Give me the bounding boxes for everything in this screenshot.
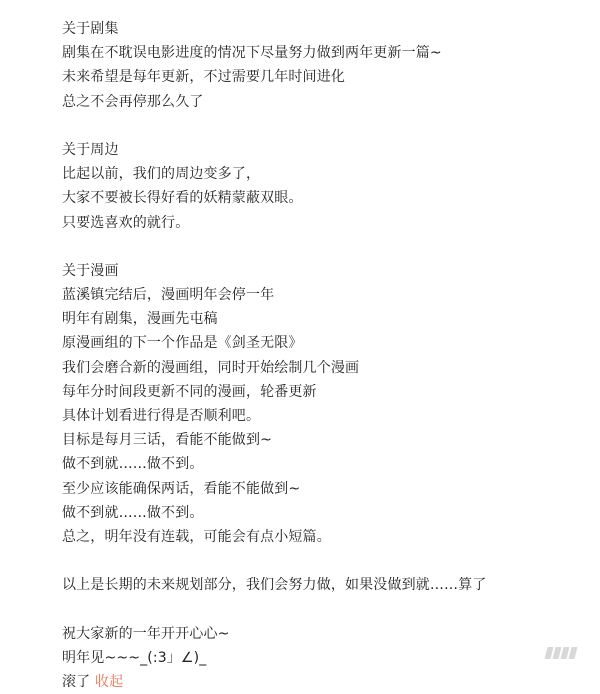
post-line: 未来希望是每年更新，不过需要几年时间进化 xyxy=(62,69,345,86)
post-line: 明年见~~~_(:3」∠)_ xyxy=(62,649,207,666)
blank-line xyxy=(62,549,582,573)
post-line: 目标是每月三话，看能不能做到~ xyxy=(62,432,272,449)
post-line: 原漫画组的下一个作品是《剑圣无限》 xyxy=(62,335,303,352)
post-line: 只要选喜欢的就行。 xyxy=(62,214,190,231)
post-line: 蓝溪镇完结后，漫画明年会停一年 xyxy=(62,287,275,304)
post-line: 每年分时间段更新不同的漫画，轮番更新 xyxy=(62,383,317,400)
post-line: 祝大家新的一年开开心心~ xyxy=(62,625,230,642)
post-line: 做不到就……做不到。 xyxy=(62,456,204,473)
post-line: 滚了 xyxy=(62,674,91,691)
blank-line xyxy=(62,235,582,259)
post-line: 总之，明年没有连载，可能会有点小短篇。 xyxy=(62,528,331,545)
weibo-watermark xyxy=(546,647,576,659)
post-last-line xyxy=(62,670,582,694)
post-line: 关于漫画 xyxy=(62,262,119,279)
post-line: 以上是长期的未来规划部分，我们会努力做，如果没做到就……算了 xyxy=(62,577,487,594)
post-line: 大家不要被长得好看的妖精蒙蔽双眼。 xyxy=(62,190,303,207)
post-line: 至少应该能确保两话，看能不能做到~ xyxy=(62,480,301,497)
collapse-link[interactable]: 收起 xyxy=(94,674,124,691)
post-line: 关于周边 xyxy=(62,141,119,158)
post-line: 明年有剧集，漫画先屯稿 xyxy=(62,311,218,328)
post-line: 剧集在不耽误电影进度的情况下尽量努力做到两年更新一篇~ xyxy=(62,45,442,62)
blank-line xyxy=(62,114,582,138)
blank-line xyxy=(62,598,582,622)
post-content xyxy=(62,17,582,694)
post-line: 我们会磨合新的漫画组，同时开始绘制几个漫画 xyxy=(62,359,360,376)
post-line: 总之不会再停那么久了 xyxy=(62,93,204,110)
post-line: 比起以前，我们的周边变多了， xyxy=(62,166,261,183)
post-line: 关于剧集 xyxy=(62,21,119,37)
post-line: 做不到就……做不到。 xyxy=(62,504,204,521)
post-line: 具体计划看进行得是否顺利吧。 xyxy=(62,408,261,424)
